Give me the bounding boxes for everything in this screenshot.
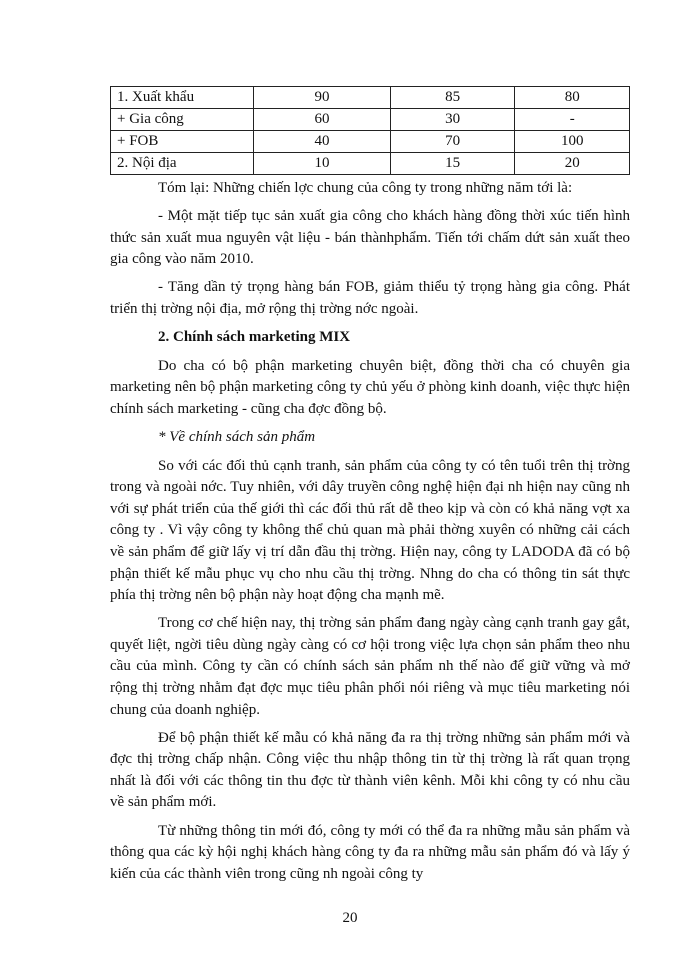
table-cell: + FOB — [111, 131, 254, 153]
product-paragraph-3: Để bộ phận thiết kế mẫu có khả năng đa ra thị trờng những sản phẩm mới và đợc thị trờng chấp nhận. Công việc thu nhập thông tin từ thị trờng là rất quan trọng nhất là đối với các thông tin thu đợc từ thành viên kênh. Mỗi khi công ty có nhu cầu về sản phẩm mới. — [110, 729, 630, 811]
table-row — [111, 131, 630, 153]
summary-paragraph: Tóm lại: Những chiến lợc chung của công ty trong những năm tới là: — [158, 180, 573, 196]
table-cell: 10 — [254, 153, 391, 175]
table-cell: - — [515, 109, 630, 131]
product-paragraph-1: So với các đối thủ cạnh tranh, sản phẩm của công ty có tên tuổi trên thị trờng trong và ngoài nớc. Tuy nhiên, với dây truyền công nghệ hiện đại nh hiện nay cũng nh với sự phát triển của thế giới thì các đối thủ rất dễ theo kịp và còn có khả năng vợt xa công ty . Vì vậy công ty không thể chủ quan mà phải thờng xuyên có những cải cách về sản phẩm để giữ lấy vị trí dẫn đầu thị trờng. Hiện nay, công ty LADODA đã có bộ phận thiết kế mẫu phục vụ cho nhu cầu thị trờng. Nhng do cha có thông tin sát thực phía thị trờng nên bộ phận này hoạt động cha mạnh mẽ. — [110, 457, 630, 604]
page-number: 20 — [342, 910, 358, 926]
table-cell: 20 — [515, 153, 630, 175]
product-paragraph-4: Từ những thông tin mới đó, công ty mới có thể đa ra những mẫu sản phẩm và thông qua các kỳ hội nghị khách hàng công ty đa ra những mẫu sản phẩm đó và lấy ý kiến của các thành viên trong cũng nh ngoài công ty — [110, 822, 630, 882]
strategy-item-2: - Tăng dần tỷ trọng hàng bán FOB, giảm thiểu tỷ trọng hàng gia công. Phát triển thị trờng nội địa, mở rộng thị trờng nớc ngoài. — [110, 279, 630, 317]
section-heading: 2. Chính sách marketing MIX — [158, 329, 351, 346]
table-cell: 85 — [390, 87, 515, 109]
table-row — [111, 109, 630, 131]
table-cell: + Gia công — [111, 109, 254, 131]
body-text — [110, 178, 630, 892]
table-cell: 70 — [390, 131, 515, 153]
strategy-item-1: - Một mặt tiếp tục sản xuất gia công cho khách hàng đồng thời xúc tiến hình thức sản xuất mua nguyên vật liệu - bán thànhphẩm. Tiến tới chấm dứt sản xuất theo gia công vào năm 2010. — [110, 208, 630, 268]
table-cell: 100 — [515, 131, 630, 153]
table-row — [111, 87, 630, 109]
table-row — [111, 153, 630, 175]
marketing-paragraph: Do cha có bộ phận marketing chuyên biệt, đồng thời cha có chuyên gia marketing nên bộ phận marketing công ty chủ yếu ở phòng kinh doanh, việc thực hiện chính sách marketing - cũng cha đợc đồng bộ. — [110, 357, 630, 417]
subsection-heading: * Về chính sách sản phẩm — [158, 428, 316, 445]
production-share-table — [110, 86, 630, 175]
table-cell: 1. Xuất khẩu — [111, 87, 254, 109]
table-cell: 2. Nội địa — [111, 153, 254, 175]
product-paragraph-2: Trong cơ chế hiện nay, thị trờng sản phẩm đang ngày càng cạnh tranh gay gắt, quyết liệt, ngời tiêu dùng ngày càng có cơ hội trong việc lựa chọn sản phẩm theo nhu cầu của mình. Công ty cần có chính sách sản phẩm nh thế nào để giữ vững và mở rộng thị trờng nhằm đạt đợc mục tiêu phân phối nói riêng và mục tiêu marketing nói chung của doanh nghiệp. — [110, 615, 630, 718]
table-cell: 30 — [390, 109, 515, 131]
table-cell: 90 — [254, 87, 391, 109]
table-cell: 40 — [254, 131, 391, 153]
table-cell: 60 — [254, 109, 391, 131]
table-cell: 15 — [390, 153, 515, 175]
table-cell: 80 — [515, 87, 630, 109]
